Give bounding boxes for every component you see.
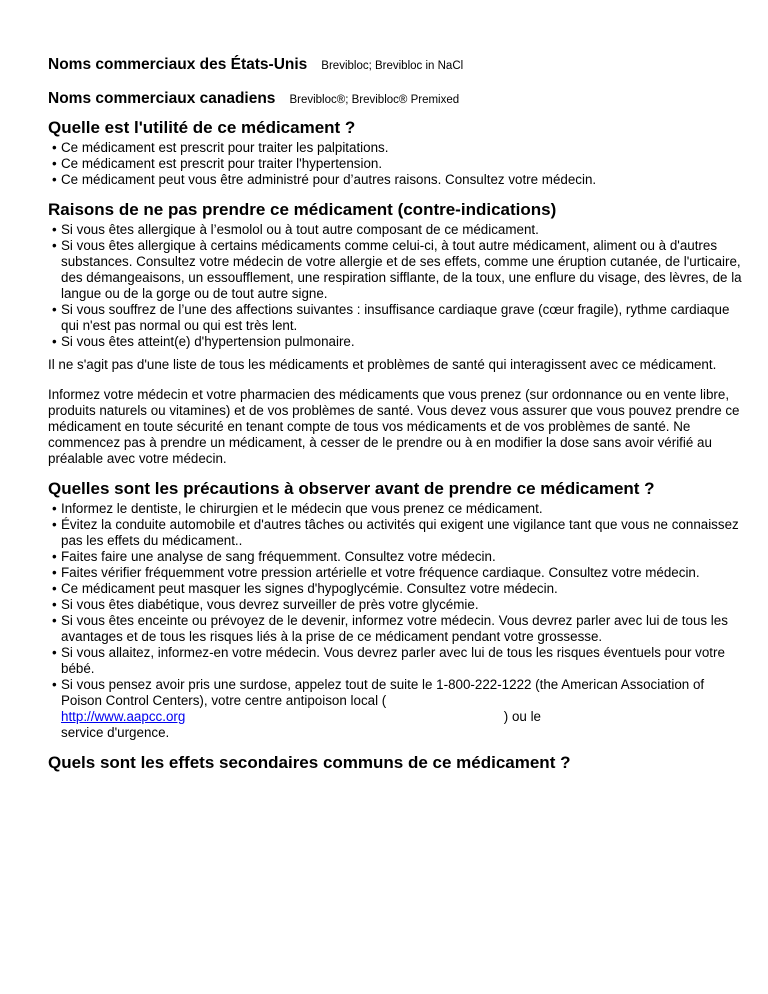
list-item: • Faites vérifier fréquemment votre pression artérielle et votre fréquence cardiaque. Consultez votre médecin. [52, 565, 700, 580]
list-item: • Ce médicament peut vous être administré pour d’autres raisons. Consultez votre médecin. [52, 172, 597, 187]
inform-doctor-paragraph: Informez votre médecin et votre pharmacien des médicaments que vous prenez (sur ordonnance ou en vente libre, produits naturels ou vitamines) et de vos problèmes de santé. Vous devez vous assurer que vous pouvez prendre ce médicament en toute sécurité en tenant compte de tous vos médicaments et de vos problèmes de santé. Ne commencez pas à prendre un médicament, à cesser de le prendre ou à en modifier la dose sans avoir vérifié au préalable avec votre médecin. [48, 387, 740, 466]
precautions-list [48, 501, 748, 741]
list-item: • Si vous êtes atteint(e) d'hypertension pulmonaire. [52, 334, 355, 349]
list-item: • Si vous êtes allergique à certains médicaments comme celui-ci, à tout autre médicament, aliment ou à d'autres substances. Consultez votre médecin de votre allergie et de ses effets, comme une éruption cutanée, de l'urticaire, des démangeaisons, un essoufflement, une respiration sifflante, de la toux, une enflure du visage, des lèvres, de la langue ou de la gorge ou de tout autre signe. [52, 238, 742, 301]
uses-list [48, 140, 748, 188]
list-item: • Informez le dentiste, le chirurgien et le médecin que vous prenez ce médicament. [52, 501, 543, 516]
us-brand-value: Brevibloc; Brevibloc in NaCl [321, 60, 464, 72]
contraindications-section [48, 200, 748, 467]
canadian-brand-names [48, 90, 748, 108]
list-item: • Ce médicament est prescrit pour traiter l'hypertension. [52, 156, 383, 171]
overdose-item: • Si vous pensez avoir pris une surdose, appelez tout de suite le 1-800-222-1222 (the American Association of Poison Control Centers), votre centre antipoison local ( http://www.aapcc.org ) ou le service d'urgence. [52, 677, 705, 740]
precautions-heading: Quelles sont les précautions à observer avant de prendre ce médicament ? [48, 479, 655, 498]
list-item: • Ce médicament peut masquer les signes d'hypoglycémie. Consultez votre médecin. [52, 581, 558, 596]
contraindications-list [48, 222, 748, 350]
overdose-end: service d'urgence. [61, 725, 170, 740]
list-item: • Évitez la conduite automobile et d'autres tâches ou activités qui exigent une vigilance tant que vous ne connaissez pas les effets du médicament.. [52, 517, 739, 548]
interaction-note: Il ne s'agit pas d'une liste de tous les médicaments et problèmes de santé qui interagissent avec ce médicament. [48, 357, 717, 372]
list-item: • Si vous allaitez, informez-en votre médecin. Vous devrez parler avec lui de tous les risques éventuels pour votre bébé. [52, 645, 725, 676]
list-item: • Faites faire une analyse de sang fréquemment. Consultez votre médecin. [52, 549, 496, 564]
document-page [48, 56, 748, 775]
uses-section [48, 118, 748, 188]
canadian-brand-label: Noms commerciaux canadiens [48, 90, 276, 107]
poison-control-link[interactable]: http://www.aapcc.org [61, 709, 186, 724]
us-brand-names [48, 56, 748, 74]
precautions-section [48, 479, 748, 741]
us-brand-label: Noms commerciaux des États-Unis [48, 56, 308, 73]
list-item: • Ce médicament est prescrit pour traiter les palpitations. [52, 140, 389, 155]
canadian-brand-value: Brevibloc®; Brevibloc® Premixed [289, 94, 460, 106]
overdose-after-link: ) ou le [503, 709, 541, 724]
list-item: • Si vous souffrez de l’une des affections suivantes : insuffisance cardiaque grave (cœur fragile), rythme cardiaque qui n'est pas normal ou qui est très lent. [52, 302, 730, 333]
uses-heading: Quelle est l'utilité de ce médicament ? [48, 118, 356, 137]
contraindications-heading: Raisons de ne pas prendre ce médicament (contre-indications) [48, 200, 557, 219]
side-effects-heading: Quels sont les effets secondaires communs de ce médicament ? [48, 753, 571, 772]
list-item: • Si vous êtes diabétique, vous devrez surveiller de près votre glycémie. [52, 597, 479, 612]
list-item: • Si vous êtes allergique à l’esmolol ou à tout autre composant de ce médicament. [52, 222, 539, 237]
list-item: • Si vous êtes enceinte ou prévoyez de le devenir, informez votre médecin. Vous devrez parler avec lui de tous les avantages et de tous les risques liés à la prise de ce médicament pendant votre grossesse. [52, 613, 728, 644]
side-effects-section [48, 753, 748, 773]
